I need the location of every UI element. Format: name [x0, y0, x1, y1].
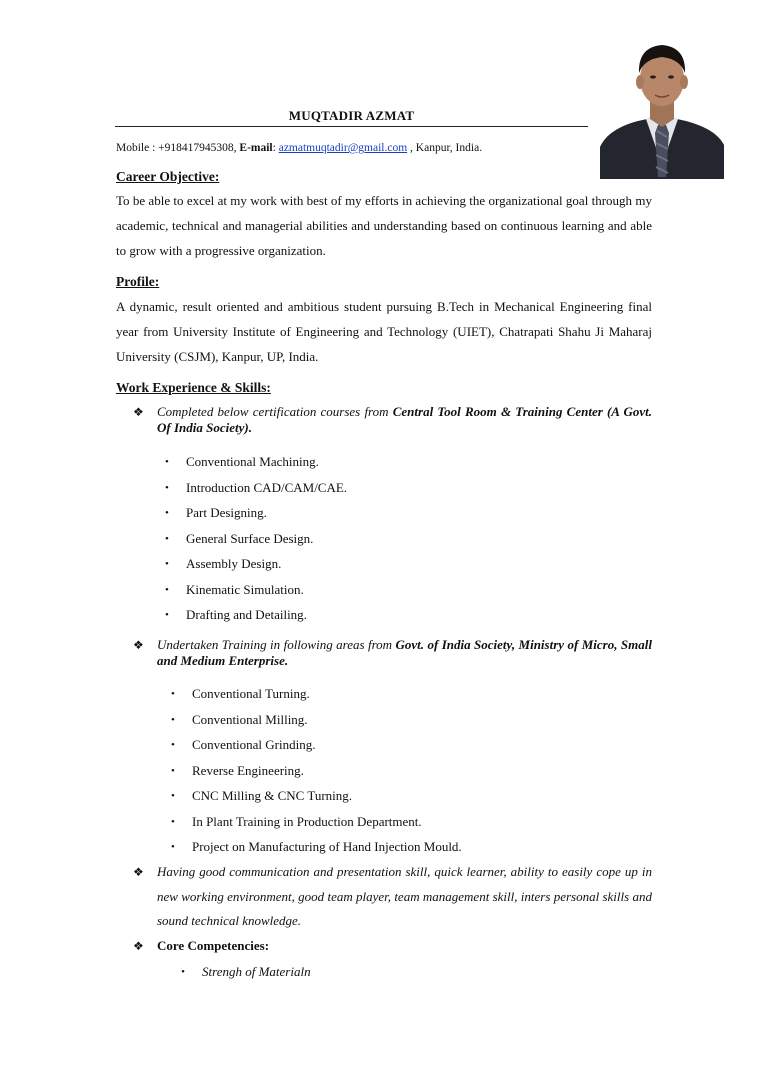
- header-rule: [115, 126, 588, 127]
- list-item-text: Drafting and Detailing.: [186, 607, 307, 622]
- bullet-dot: •: [171, 713, 175, 726]
- training-text: Undertaken Training in following areas from: [157, 637, 396, 652]
- diamond-bullet: ❖: [133, 939, 144, 953]
- career-objective-text: To be able to excel at my work with best of my efforts in achieving the organizational goal through my academic, technical and managerial abilities and understanding based on continuous learning and able to grow with a progressive organization.: [116, 193, 652, 258]
- bullet-dot: •: [165, 558, 169, 570]
- email-label: E-mail: [239, 142, 273, 154]
- bullet-dot: •: [171, 764, 175, 777]
- certification-text: Completed below certification courses from: [157, 404, 393, 419]
- bullet-dot: •: [171, 790, 175, 802]
- diamond-bullet: ❖: [133, 638, 144, 652]
- diamond-bullet: ❖: [133, 865, 144, 879]
- certification-institute: Central Tool Room & Training Center (A Govt. Of India Society).: [157, 404, 652, 435]
- list-item-text: Conventional Turning.: [192, 686, 310, 701]
- bullet-dot: •: [181, 966, 185, 978]
- soft-skills-item: Having good communication and presentation skill, quick learner, ability to easily cope up in new working environment, good team player, team management skill, inters personal skills and sound technical knowledge.: [157, 864, 652, 928]
- core-competencies-heading: Core Competencies:: [157, 938, 270, 953]
- profile-heading: Profile:: [116, 274, 160, 289]
- email-link[interactable]: azmatmuqtadir@gmail.com: [278, 142, 408, 154]
- bullet-dot: •: [171, 688, 175, 700]
- email-separator: :: [272, 142, 279, 154]
- list-item-text: Conventional Machining.: [186, 454, 319, 469]
- list-item-text: Conventional Grinding.: [192, 737, 316, 752]
- list-item-text: Introduction CAD/CAM/CAE.: [186, 479, 348, 495]
- profile-photo: [600, 27, 724, 179]
- bullet-dot: •: [165, 507, 169, 519]
- list-item-text: Project on Manufacturing of Hand Injection Mould.: [192, 839, 462, 854]
- work-experience-heading: Work Experience & Skills:: [116, 380, 271, 395]
- bullet-dot: •: [171, 739, 175, 751]
- bullet-dot: •: [165, 583, 169, 596]
- diamond-bullet: ❖: [133, 405, 144, 419]
- mobile-text: Mobile : +918417945308,: [116, 142, 240, 154]
- list-item-text: Reverse Engineering.: [192, 762, 304, 778]
- list-item-text: Strengh of Materialn: [202, 964, 311, 979]
- list-item-text: Kinematic Simulation.: [186, 581, 304, 597]
- list-item-text: Part Designing.: [186, 505, 267, 520]
- location-text: , Kanpur, India.: [407, 142, 483, 154]
- training-institute: Govt. of India Society, Ministry of Micro, Small and Medium Enterprise.: [157, 637, 652, 668]
- bullet-dot: •: [165, 532, 169, 545]
- list-item-text: Assembly Design.: [186, 556, 282, 571]
- list-item-text: In Plant Training in Production Department.: [192, 813, 422, 829]
- bullet-dot: •: [171, 841, 175, 853]
- bullet-dot: •: [165, 609, 169, 621]
- bullet-dot: •: [165, 481, 169, 494]
- certification-item: [157, 404, 652, 436]
- career-objective-heading: Career Objective:: [116, 169, 220, 184]
- bullet-dot: •: [171, 815, 175, 828]
- list-item-text: General Surface Design.: [186, 530, 314, 546]
- contact-line: [116, 142, 482, 154]
- portrait-image: [600, 27, 724, 179]
- candidate-name: MUQTADIR AZMAT: [288, 108, 415, 123]
- list-item-text: Conventional Milling.: [192, 711, 308, 727]
- profile-text: A dynamic, result oriented and ambitious student pursuing B.Tech in Mechanical Engineering final year from University Institute of Engineering and Technology (UIET), Chatrapati Shahu Ji Maharaj University (CSJM), Kanpur, UP, India.: [116, 299, 652, 364]
- bullet-dot: •: [165, 456, 169, 468]
- training-item: [157, 637, 652, 669]
- list-item-text: CNC Milling & CNC Turning.: [192, 788, 353, 803]
